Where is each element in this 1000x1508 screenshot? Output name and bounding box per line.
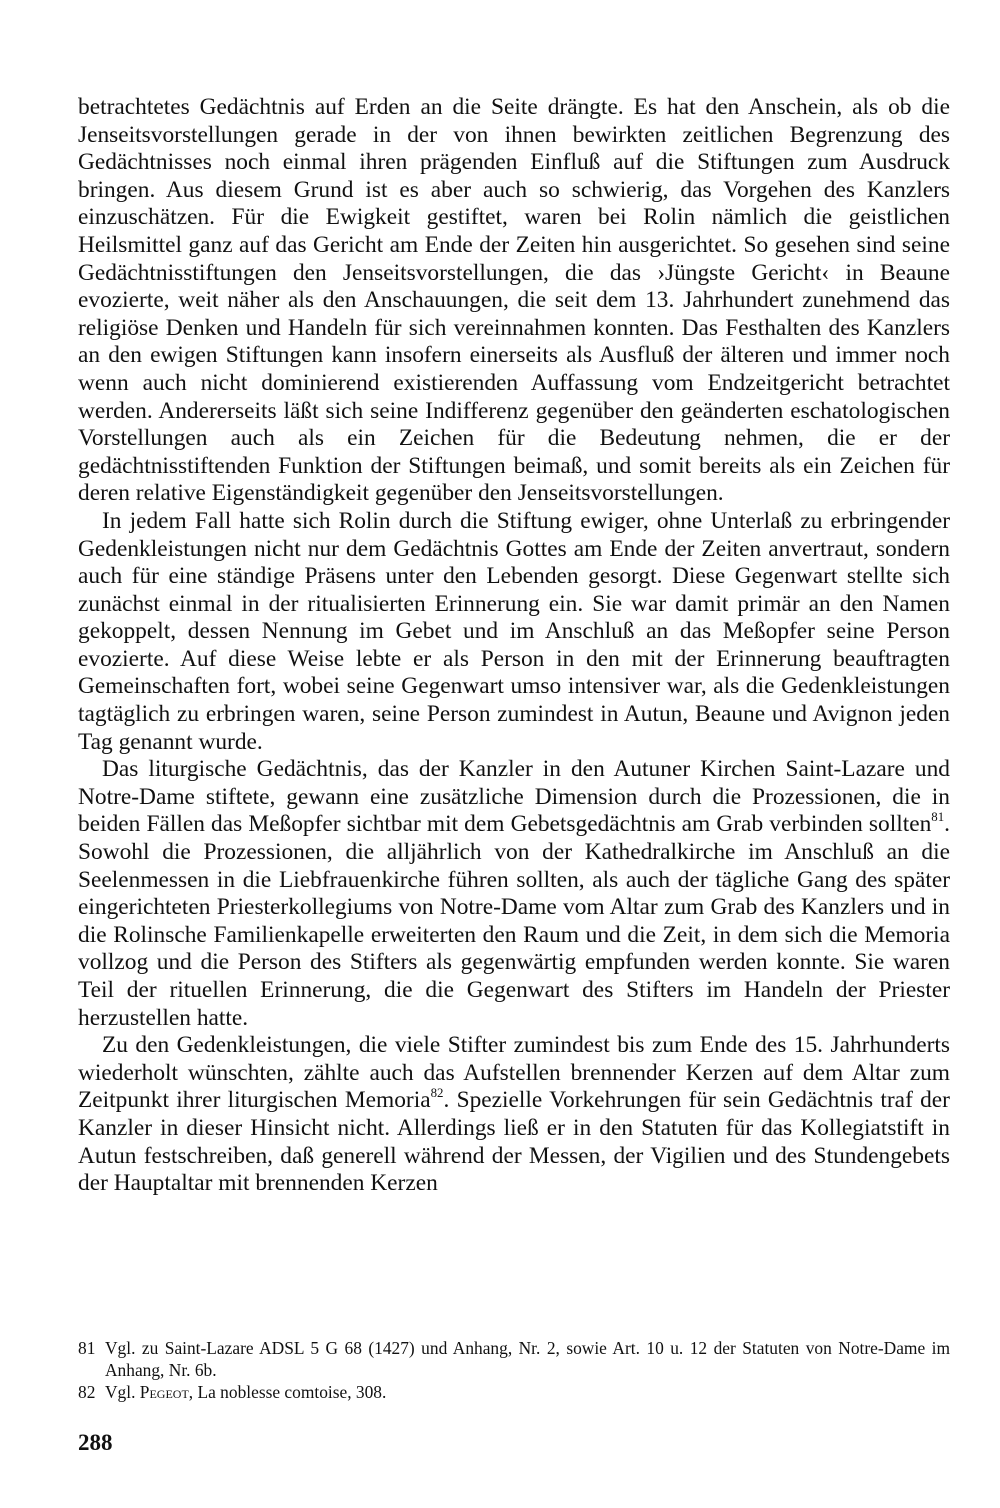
footnote-ref-81[interactable]: 81 xyxy=(931,810,945,825)
footnote-text xyxy=(105,1382,950,1404)
main-text xyxy=(78,94,950,1198)
paragraph-2: In jedem Fall hatte sich Rolin durch die Stiftung ewiger, ohne Unterlaß zu erbringender Gedenkleistungen nicht nur dem Gedächtnis Gottes am Ende der Zeiten anvertraut, sondern auch für eine ständige Präsens unter den Lebenden gesorgt. Diese Gegenwart stellte sich zunächst einmal in der ritualisierten Erinnerung ein. Sie war damit primär an den Namen gekoppelt, dessen Nennung im Gebet und im Anschluß an das Meßopfer seine Person evozierte. Auf diese Weise lebte er als Person in den mit der Erinnerung beauftragten Gemeinschaften fort, wobei seine Gegenwart umso intensiver war, als die Gedenkleistungen tagtäglich zu erbringen waren, seine Person zumindest in Autun, Beaune und Avignon jeden Tag genannt wurde. xyxy=(78,507,950,755)
footnote-text-pre: Vgl. xyxy=(105,1382,140,1402)
footnote-ref-82[interactable]: 82 xyxy=(430,1086,444,1101)
footnote-number: 82 xyxy=(78,1382,96,1402)
paragraph-3 xyxy=(78,756,950,1032)
paragraph-1: betrachtetes Gedächtnis auf Erden an die Seite drängte. Es hat den Anschein, als ob die Jenseitsvorstellungen gerade in der von ihnen bewirkten zeitlichen Begrenzung des Gedächtnisses noch einmal ihren prägenden Einfluß auf die Stiftungen zum Ausdruck bringen. Aus diesem Grund ist es aber auch so schwierig, das Vorgehen des Kanzlers einzuschätzen. Für die Ewigkeit gestiftet, waren bei Rolin nämlich die geistlichen Heilsmittel ganz auf das Gericht am Ende der Zeiten hin ausgerichtet. So gesehen sind seine Gedächtnisstiftungen den Jenseitsvorstellungen, die das ›Jüngste Gericht‹ in Beaune evozierte, weit näher als den Anschauungen, die seit dem 13. Jahrhundert zunehmend das religiöse Denken und Handeln für sich vereinnahmen konnten. Das Festhalten des Kanzlers an den ewigen Stiftungen kann insofern einerseits als Ausfluß der älteren und immer noch wenn auch nicht dominierend existierenden Auffassung vom Endzeitgericht betrachtet werden. Andererseits läßt sich seine Indifferenz gegenüber den geänderten eschatologischen Vorstellungen auch als ein Zeichen für die Bedeutung nehmen, die er der gedächtnisstiftenden Funktion der Stiftungen beimaß, und somit bereits als ein Zeichen für deren relative Eigenständigkeit gegenüber den Jenseitsvorstellungen. xyxy=(78,94,950,507)
paragraph-4-text-b: . Spezielle Vorkehrungen für sein Gedächtnis traf der Kanzler in dieser Hinsicht nicht. Allerdings ließ er in den Statuten für das Kollegiatstift in Autun festschreiben, daß generell während der Messen, der Vigilien und des Stundengebets der Hauptaltar mit brennenden Kerzen xyxy=(78,1087,950,1197)
paragraph-3-text-a: Das liturgische Gedächtnis, das der Kanzler in den Autuner Kirchen Saint-Lazare und Notre-Dame stiftete, gewann eine zusätzliche Dimension durch die Prozessionen, die in beiden Fällen das Meßopfer sichtbar mit dem Gebetsgedächtnis am Grab verbinden sollten xyxy=(78,756,950,838)
footnote-text-post: , La noblesse comtoise, 308. xyxy=(188,1382,387,1402)
page-number: 288 xyxy=(78,1430,113,1455)
footnote-number: 81 xyxy=(78,1338,96,1358)
paragraph-3-text-b: . Sowohl die Prozessionen, die alljährlich von der Kathedralkirche im Anschluß an die Seelenmessen in die Liebfrauenkirche führen sollten, als auch der tägliche Gang des später eingerichteten Priesterkollegiums von Notre-Dame vom Altar zum Grab des Kanzlers und in die Rolinsche Familienkapelle erweiterten den Raum und die Zeit, in dem sich die Memoria vollzog und die Person des Stifters als gegenwärtig empfunden werden konnte. Sie waren Teil der rituellen Erinnerung, die die Gegenwart des Stifters im Handeln der Priester herzustellen hatte. xyxy=(78,811,950,1031)
footnote-82 xyxy=(78,1382,950,1404)
paragraph-4 xyxy=(78,1032,950,1198)
footnote-text: Vgl. zu Saint-Lazare ADSL 5 G 68 (1427) und Anhang, Nr. 2, sowie Art. 10 u. 12 der Statuten von Notre-Dame im Anhang, Nr. 6b. xyxy=(105,1338,950,1380)
paragraph-4-text-a: Zu den Gedenkleistungen, die viele Stifter zumindest bis zum Ende des 15. Jahrhunderts wiederholt wünschten, zählte auch das Aufstellen brennender Kerzen auf dem Altar zum Zeitpunkt ihrer liturgischen Memoria xyxy=(78,1032,950,1114)
footnote-81 xyxy=(78,1338,950,1381)
footnotes xyxy=(78,1338,950,1405)
footnote-author: Pegeot xyxy=(139,1382,189,1402)
